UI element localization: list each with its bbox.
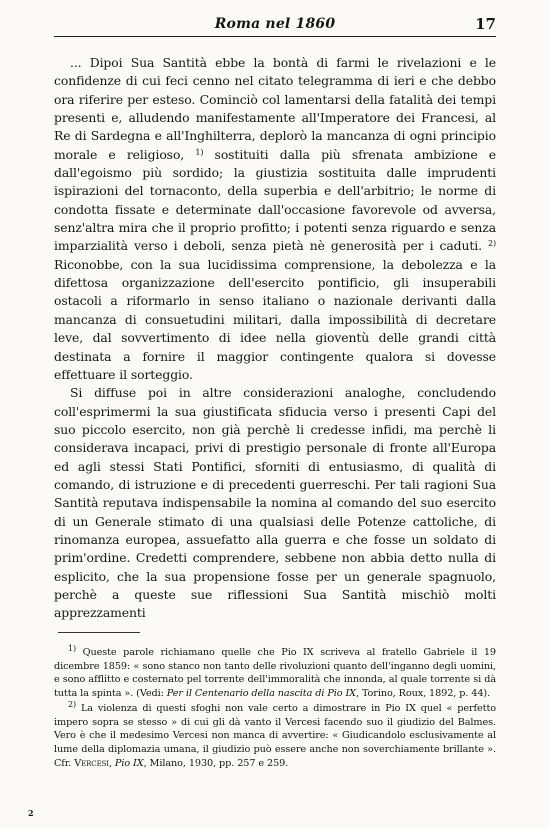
signature-mark: 2 — [28, 808, 34, 818]
footnote-2-sep: , — [108, 757, 115, 769]
paragraph-1-text: ... Dipoi Sua Santità ebbe la bontà di farmi le rivelazioni e le confidenze di cui feci cenno nel citato telegramma di ieri e che debbo ora riferire per esteso. Cominciò col lamentarsi della fatalità dei tempi presenti e, alludendo manifestamente all'Imperatore dei Francesi, al Re di Sardegna e all'Inghilterra, deplorò la mancanza di ogni principio morale e religioso, — [54, 55, 496, 162]
footnote-ref-2: 2) — [487, 239, 496, 249]
footnote-1 — [54, 646, 496, 701]
footnote-2-text: La violenza di questi sfoghi non vale certo a dimostrare in Pio IX quel « perfetto impero sopra se stesso » di cui gli dà vanto il Vercesi facendo suo il giudizio del Balmes. Vero è che il medesimo Vercesi non manca di avvertire: « Giudicandolo esclusivamente al lume della diplomazia umana, il giudizio può essere anche non soverchiamente brillante ». Cfr. — [54, 702, 496, 769]
footnote-2-end: , Milano, 1930, pp. 257 e 259. — [143, 757, 289, 769]
footnote-2 — [54, 699, 496, 771]
footnote-2-mark: 2) — [68, 699, 77, 709]
footnote-1-end: , Torino, Roux, 1892, p. 44). — [355, 688, 491, 700]
running-head: Roma nel 1860 — [214, 16, 336, 32]
main-text — [54, 54, 496, 623]
paragraph-1-text-b: sostituiti dalla più sfrenata ambizione e dall'egoismo più sordido; la giustizia sostituita dalle imprudenti ispirazioni del tornaconto, della superbia e dell'arbitrio; le norme di condotta fissate e determinate dall'occasione favorevole od avversa, senz'altra mira che il proprio profitto; i potenti senza riguardo e senza imparzialità verso i deboli, senza pietà nè generosità per i caduti. — [54, 146, 496, 254]
paragraph-1 — [54, 54, 496, 384]
footnote-ref-1: 1) — [195, 147, 204, 157]
paragraph-2: Si diffuse poi in altre considerazioni analoghe, concludendo coll'esprimermi la sua giustificata sfiducia verso i presenti Capi del suo piccolo esercito, non già perchè li credesse infidi, ma perchè li considerava incapaci, privi di prestigio personale di fronte all'Europa ed agli stessi Stati Pontifici, sforniti di entusiasmo, di qualità di comando, di istruzione e di precedenti guerreschi. Per tali ragioni Sua Santità reputava indispensabile la nomina al comando del suo esercito di un Generale stimato di una qualsiasi delle Potenze cattoliche, di rinomanza europea, assuefatto alla guerra e che fosse un soldato di prim'ordine. Credetti comprendere, sebbene non abbia detto nulla di esplicito, che la sua propensione fosse per un generale spagnuolo, perchè a queste sue riflessioni Sua Santità mischiò molti apprezzamenti — [54, 385, 496, 621]
footnote-divider — [58, 632, 140, 633]
footnote-2-title: Pio IX — [114, 757, 144, 769]
footnote-1-title: Per il Centenario della nascita di Pio IX — [166, 688, 356, 700]
footnotes — [54, 646, 496, 771]
page-number: 17 — [475, 15, 496, 33]
page-header — [54, 10, 496, 37]
footnote-2-author: Vercesi — [74, 757, 109, 769]
footnote-1-text: Queste parole richiamano quelle che Pio IX scriveva al fratello Gabriele il 19 dicembre 1859: « sono stanco non tanto delle rivoluzioni quanto dell'inganno degli uomini, e sono afflitto e costernato pel torrente dell'immoralità che innonda, al quale torrente si dà tutta la spinta ». (Vedi: — [54, 647, 496, 700]
footnote-1-mark: 1) — [68, 644, 77, 653]
paragraph-1-text-c: Riconobbe, con la sua lucidissima comprensione, la debolezza e la difettosa organizzazione dell'esercito pontificio, gli insuperabili ostacoli a riformarlo in senso italiano o nazionale derivanti dalla mancanza di consuetudini militari, dalla impossibilità di decretare leve, dal sovvertimento di idee nella gioventù delle grandi città destinata a fornire il maggior contingente qualora si dovesse effettuare il sorteggio. — [54, 256, 496, 382]
